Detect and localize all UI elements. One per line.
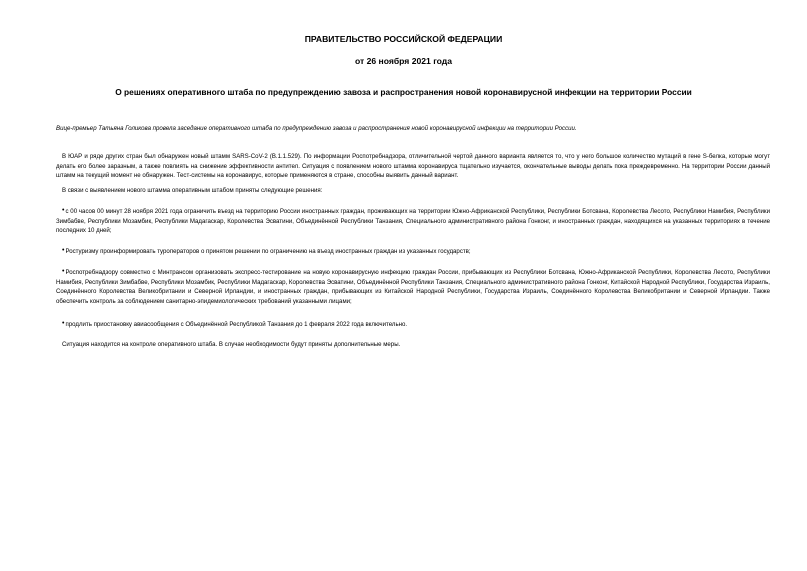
organization-heading: ПРАВИТЕЛЬСТВО РОССИЙСКОЙ ФЕДЕРАЦИИ — [304, 34, 503, 44]
bullet-icon: • — [62, 268, 65, 275]
paragraph-decisions-intro-text: В связи с выявлением нового штамма оперативным штабом приняты следующие решения: — [62, 187, 323, 194]
intro-paragraph: Вице-премьер Татьяна Голикова провела заседание оперативного штаба по предупреждению завоза и распространения новой коронавирусной инфекции на территории России. — [56, 125, 577, 132]
paragraph-decisions-intro — [56, 186, 770, 196]
document-title: О решениях оперативного штаба по предупреждению завоза и распространения новой коронавирусной инфекции на территории России — [115, 87, 692, 97]
document-date: от 26 ноября 2021 года — [354, 56, 453, 66]
decision-item-rosturism — [56, 247, 770, 257]
bullet-icon: • — [62, 207, 65, 214]
paragraph-closing — [56, 340, 770, 350]
bullet-icon: • — [62, 320, 65, 327]
decision-item-text: продлить приостановку авиасообщения с Объединённой Республикой Танзания до 1 февраля 2022 года включительно. — [65, 321, 408, 328]
paragraph-new-strain — [56, 152, 770, 181]
decision-item-flights — [56, 320, 770, 330]
paragraph-closing-text: Ситуация находится на контроле оперативного штаба. В случае необходимости будут приняты дополнительные меры. — [62, 341, 401, 348]
decision-item-testing — [56, 268, 770, 306]
paragraph-new-strain-text: В ЮАР и ряде других стран был обнаружен новый штамм SARS-CoV-2 (B.1.1.529). По информации Роспотребнадзора, отличительной чертой данного варианта является то, что у него большое количество мутаций в гене S-белка, которые могут делать его более заразным, а также повлиять на снижение эффективности антител. Ситуация с появлением нового штамма коронавируса тщательно изучается, окончательные выводы делать пока преждевременно. На территории России данный штамм на текущий момент не обнаружен. Тест-системы на коронавирус, которые применяются в стране, способны выявить данный вариант. — [56, 153, 770, 180]
decision-item-text: Роспотребнадзору совместно с Минтрансом организовать экспресс-тестирование на новую коронавирусную инфекцию граждан России, прибывающих из Республики Ботсвана, Южно-Африканской Республики, Королевства Лесото, Республики Намибия, Республики Зимбабве, Республики Мозамбик, Республики Мадагаскар, Королевства Эсватини, Объединённой Республики Танзания, Специального административного района Гонконг, Китайской Народной Республики, Государства Израиль, Соединённого Королевства Великобритании и Северной Ирландии, и иностранных граждан, прибывающих из Китайской Народной Республики, Государства Израиль, Соединённого Королевства Великобритании и Северной Ирландии. Также обеспечить контроль за соблюдением санитарно-эпидемиологических требований указанными лицами; — [56, 269, 770, 305]
decision-item-text: с 00 часов 00 минут 28 ноября 2021 года ограничить въезд на территорию России иностранных граждан, проживающих на территории Южно-Африканской Республики, Республики Ботсвана, Королевства Лесото, Республики Намибия, Республики Зимбабве, Республики Мозамбик, Республики Мадагаскар, Королевства Эсватини, Объединённой Республики Танзания, Специального административного района Гонконг, и иностранных граждан, находящихся на указанных территориях в течение последних 10 дней; — [56, 208, 770, 235]
decision-item-entry-restriction — [56, 207, 770, 236]
decision-item-text: Ростуризму проинформировать туроператоров о принятом решении по ограничению на въезд иностранных граждан из указанных государств; — [65, 248, 471, 255]
bullet-icon: • — [62, 247, 65, 254]
